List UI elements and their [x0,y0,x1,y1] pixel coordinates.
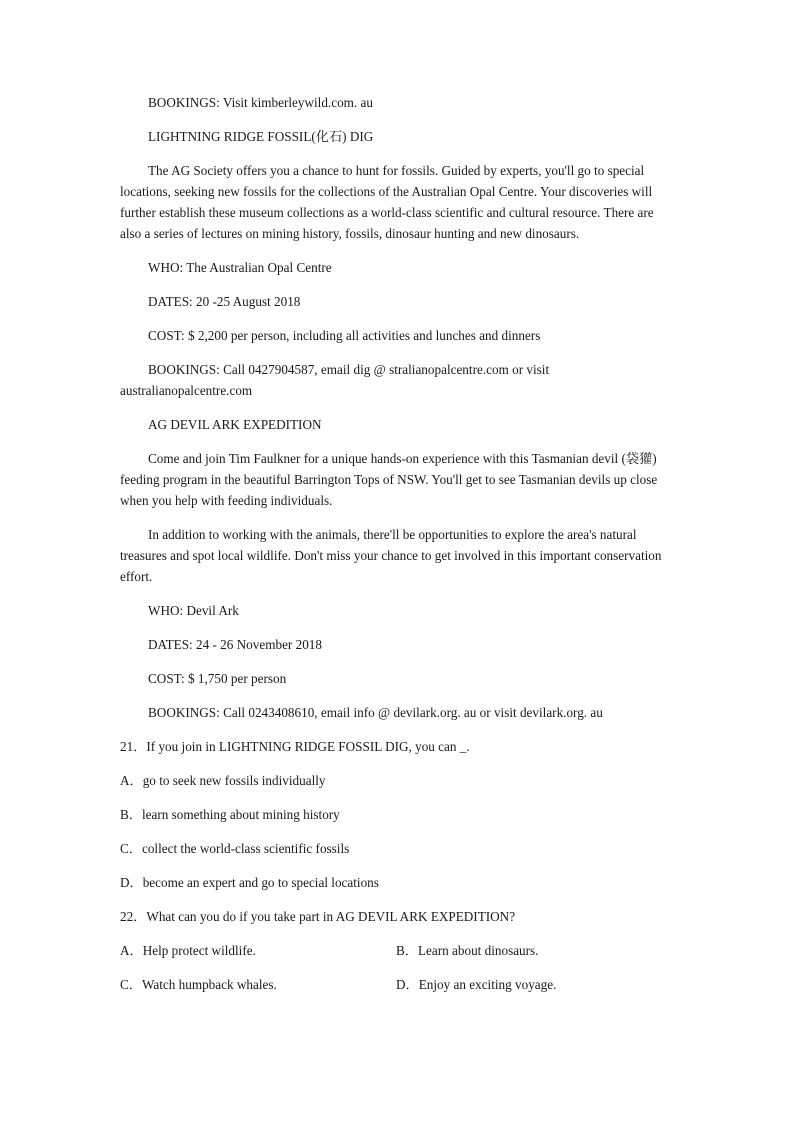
section-heading-devil-ark: AG DEVIL ARK EXPEDITION [148,417,322,432]
question-21-option-d: D．become an expert and go to special locations [120,875,379,890]
devil-ark-dates: DATES: 24 - 26 November 2018 [148,637,322,652]
devil-ark-bookings: BOOKINGS: Call 0243408610, email info @ devilark.org. au or visit devilark.org. au [148,705,603,720]
question-21-option-c: C．collect the world-class scientific fossils [120,841,350,856]
devil-ark-cost: COST: $ 1,750 per person [148,671,287,686]
question-22-option-b: B．Learn about dinosaurs. [396,943,539,958]
question-22-option-d: D．Enjoy an exciting voyage. [396,977,557,992]
question-22-options-row-1 [120,940,672,961]
fossil-dig-cost: COST: $ 2,200 per person, including all activities and lunches and dinners [148,328,541,343]
devil-ark-description-2: In addition to working with the animals, there'll be opportunities to explore the area's natural treasures and spot local wildlife. Don't miss your chance to get involved in this important conservation effort. [120,527,662,584]
devil-ark-who: WHO: Devil Ark [148,603,239,618]
question-22-options-row-2 [120,974,672,995]
question-22-stem: 22．What can you do if you take part in AG DEVIL ARK EXPEDITION? [120,909,516,924]
document-page [120,92,672,995]
fossil-dig-dates: DATES: 20 -25 August 2018 [148,294,301,309]
fossil-dig-description: The AG Society offers you a chance to hunt for fossils. Guided by experts, you'll go to special locations, seeking new fossils for the collections of the Australian Opal Centre. Your discoveries will further establish these museum collections as a world-class scientific and cultural resource. There are also a series of lectures on mining history, fossils, dinosaur hunting and new dinosaurs. [120,163,654,241]
question-22-option-c: C．Watch humpback whales. [120,977,277,992]
question-21-stem: 21．If you join in LIGHTNING RIDGE FOSSIL DIG, you can _. [120,739,470,754]
question-21-option-a: A．go to seek new fossils individually [120,773,326,788]
bookings-kimberley: BOOKINGS: Visit kimberleywild.com. au [148,95,373,110]
question-22-option-a: A．Help protect wildlife. [120,943,256,958]
fossil-dig-who: WHO: The Australian Opal Centre [148,260,332,275]
section-heading-fossil-dig: LIGHTNING RIDGE FOSSIL(化石) DIG [148,129,374,144]
devil-ark-description-1: Come and join Tim Faulkner for a unique hands-on experience with this Tasmanian devil (袋獾) feeding program in the beautiful Barrington Tops of NSW. You'll get to see Tasmanian devils up close when you help with feeding individuals. [120,451,658,508]
fossil-dig-bookings: BOOKINGS: Call 0427904587, email dig @ stralianopalcentre.com or visit australianopalcentre.com [120,362,550,398]
question-21-option-b: B．learn something about mining history [120,807,340,822]
